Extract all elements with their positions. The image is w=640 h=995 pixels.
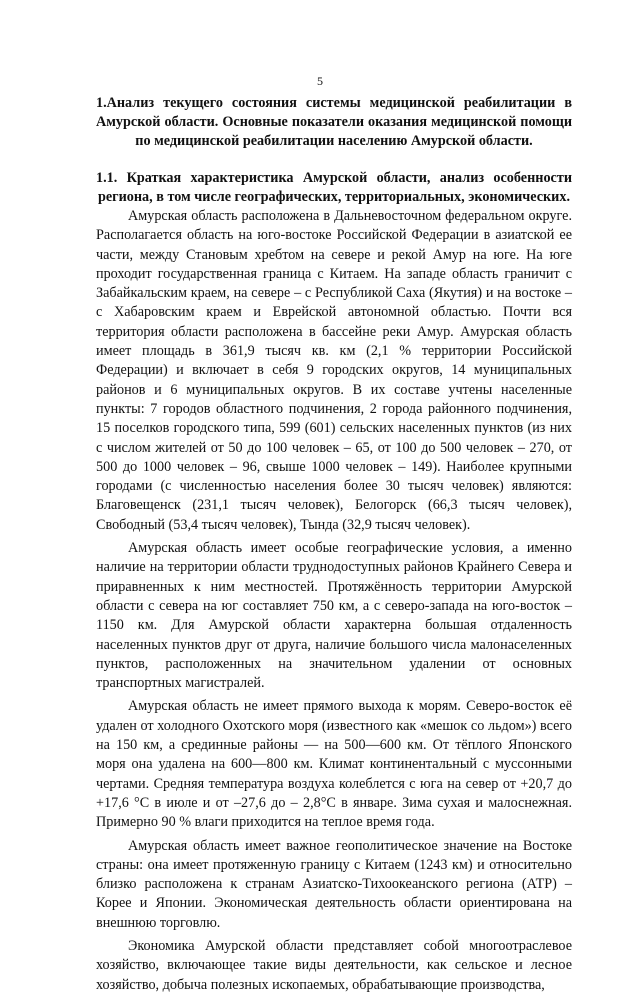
paragraph-economy: Экономика Амурской области представляет собой многоотраслевое хозяйство, включающее такие виды деятельности, как сельское и лесное хозяйство, добыча полезных ископаемых, обрабатывающие производства, (96, 937, 572, 993)
paragraph-geography: Амурская область имеет особые географические условия, а именно наличие на территории области труднодоступных районов Крайнего Севера и приравненных к ним местностей. Протяжённость территории Амурской области с севера на юг составляет 750 км, а с северо-запада на юго-восток – 1150 км. Для Амурской области характерна большая отдаленность населенных пунктов друг от друга, наличие большого числа малонаселенных пунктов, расположенных на значительном удалении от основных транспортных магистралей. (96, 540, 572, 692)
paragraph-climate: Амурская область не имеет прямого выхода к морям. Северо-восток её удален от холодного Охотского моря (известного как «мешок со льдом») всего на 150 км, а срединные районы — на 500—600 км. От тёплого Японского моря она удалена на 600—800 км. Климат континентальный с муссонными чертами. Средняя температура воздуха колеблется с юга на север от +20,7 до +17,6 °С в июле и от –27,6 до – 2,8°С в январе. Зима сухая и малоснежная. Примерно 90 % влаги приходится на теплое время года. (96, 698, 572, 831)
page-number: 5 (317, 74, 323, 88)
section-title: 1.Анализ текущего состояния системы медицинской реабилитации в Амурской области. Основные показатели оказания медицинской помощи по медицинской реабилитации населению Амурской области. (96, 95, 572, 149)
paragraph-overview: Амурская область расположена в Дальневосточном федеральном округе. Располагается область на юго-востоке Российской Федерации в азиатской ее части, между Становым хребтом на севере и рекой Амур на юге. На юге проходит государственная граница с Китаем. На западе область граничит с Забайкальским краем, на севере – с Республикой Саха (Якутия) и на востоке – с Хабаровским краем и Еврейской автономной областью. Почти вся территория области расположена в бассейне реки Амур. Амурская область имеет площадь в 361,9 тысяч кв. км (2,1 % территории Российской Федерации) и включает в себя 9 городских округов, 14 муниципальных районов и 6 муниципальных округов. В их составе учтены населенные пункты: 7 городов областного подчинения, 2 города районного подчинения, 15 поселков городского типа, 599 (601) сельских населенных пунктов (из них с числом жителей от 50 до 100 человек – 65, от 100 до 500 человек – 270, от 500 до 1000 человек – 96, свыше 1000 человек – 149). Наиболее крупными городами (с численностью населения более 30 тысяч человек) являются: Благовещенск (231,1 тысяч человек), Белогорск (66,3 тысяч человек), Свободный (53,4 тысяч человек), Тында (32,9 тысяч человек). (96, 208, 572, 533)
paragraph-geopolitics: Амурская область имеет важное геополитическое значение на Востоке страны: она имеет протяженную границу с Китаем (1243 км) и относительно близко расположена к странам Азиатско-Тихоокеанского региона (АТР) – Корее и Японии. Экономическая деятельность области ориентирована на внешнюю торговлю. (96, 837, 572, 931)
subsection-title: 1.1. Краткая характеристика Амурской области, анализ особенности региона, в том числе географических, территориальных, экономических. (96, 170, 572, 205)
